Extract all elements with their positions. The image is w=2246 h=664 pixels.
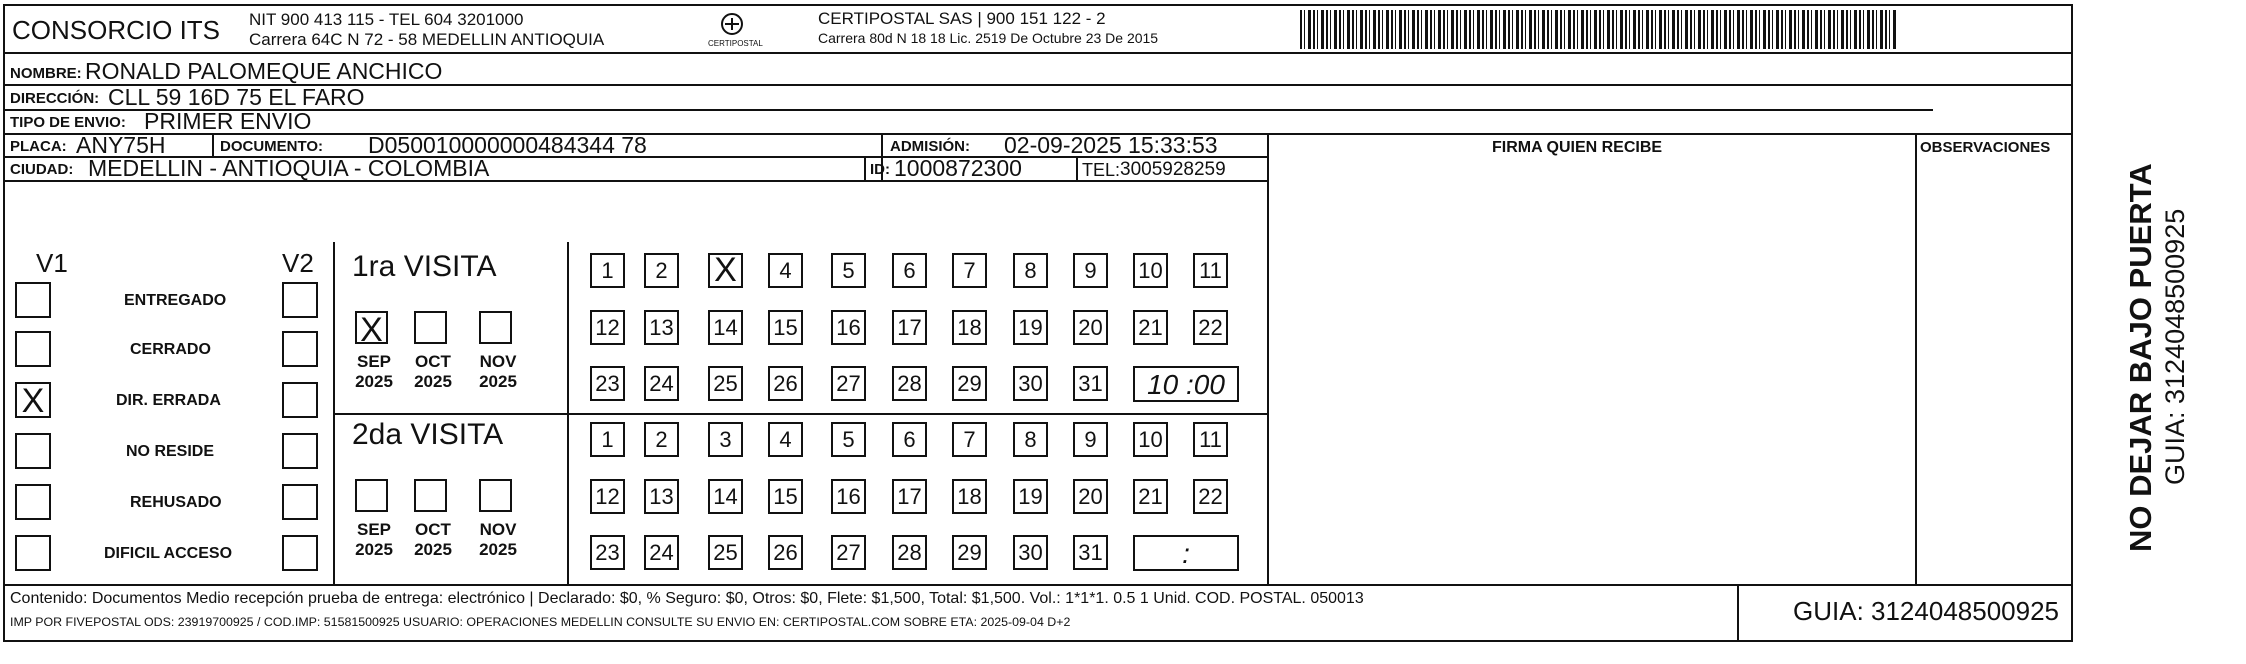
visit1-day-7[interactable]: 7	[952, 253, 987, 288]
visit2-day-25[interactable]: 25	[708, 535, 743, 570]
visit1-day-12[interactable]: 12	[590, 310, 625, 345]
visit1-day-31[interactable]: 31	[1073, 366, 1108, 401]
v2-checkbox-no-reside[interactable]	[282, 433, 318, 469]
visit2-month-oct-checkbox[interactable]	[414, 479, 447, 512]
visit1-day-24[interactable]: 24	[644, 366, 679, 401]
observaciones-header: OBSERVACIONES	[1920, 139, 2051, 156]
visit2-day-3[interactable]: 3	[708, 422, 743, 457]
certipostal-logo	[708, 10, 763, 52]
visit1-month-sep-year: 2025	[355, 372, 393, 391]
visit2-day-10[interactable]: 10	[1133, 422, 1168, 457]
visit1-day-16[interactable]: 16	[831, 310, 866, 345]
documento-value: D050010000000484344 78	[368, 132, 647, 158]
visit2-time-box[interactable]: :	[1133, 535, 1239, 571]
logo-text: CERTIPOSTAL	[708, 39, 763, 48]
visit2-day-14[interactable]: 14	[708, 479, 743, 514]
visit1-day-21[interactable]: 21	[1133, 310, 1168, 345]
visit1-day-23[interactable]: 23	[590, 366, 625, 401]
visit2-day-1[interactable]: 1	[590, 422, 625, 457]
visit2-day-16[interactable]: 16	[831, 479, 866, 514]
visit2-title: 2da VISITA	[352, 418, 504, 451]
v1-label: V1	[36, 248, 68, 278]
visit1-day-11[interactable]: 11	[1193, 253, 1228, 288]
tipo-envio-value: PRIMER ENVIO	[144, 108, 312, 134]
id-value: 1000872300	[894, 155, 1022, 181]
status-label-cerrado: CERRADO	[130, 341, 211, 358]
visit2-day-24[interactable]: 24	[644, 535, 679, 570]
visit2-day-21[interactable]: 21	[1133, 479, 1168, 514]
status-label-dificil-acceso: DIFICIL ACCESO	[104, 545, 233, 562]
tel-label: TEL:	[1082, 160, 1121, 180]
visit1-title: 1ra VISITA	[352, 250, 497, 283]
v1-checkbox-no-reside[interactable]	[15, 433, 51, 469]
visit1-day-8[interactable]: 8	[1013, 253, 1048, 288]
ciudad-label: CIUDAD:	[10, 161, 74, 178]
visit1-day-10[interactable]: 10	[1133, 253, 1168, 288]
v1-checkbox-dificil-acceso[interactable]	[15, 535, 51, 571]
visit2-day-7[interactable]: 7	[952, 422, 987, 457]
v1-checkbox-rehusado[interactable]	[15, 484, 51, 520]
visit2-day-12[interactable]: 12	[590, 479, 625, 514]
visit1-day-6[interactable]: 6	[892, 253, 927, 288]
visit2-month-nov-checkbox[interactable]	[479, 479, 512, 512]
visit2-day-15[interactable]: 15	[768, 479, 803, 514]
visit2-day-20[interactable]: 20	[1073, 479, 1108, 514]
visit2-day-13[interactable]: 13	[644, 479, 679, 514]
v2-checkbox-cerrado[interactable]	[282, 331, 318, 367]
ciudad-value: MEDELLIN - ANTIOQUIA - COLOMBIA	[88, 155, 490, 181]
visit1-day-19[interactable]: 19	[1013, 310, 1048, 345]
visit1-month-nov-label: NOV	[479, 352, 517, 371]
tipo-envio-label: TIPO DE ENVIO:	[10, 114, 126, 131]
visit1-day-27[interactable]: 27	[831, 366, 866, 401]
v2-label: V2	[282, 248, 314, 278]
visit2-day-29[interactable]: 29	[952, 535, 987, 570]
status-label-no-reside: NO RESIDE	[126, 443, 215, 460]
visit1-day-30[interactable]: 30	[1013, 366, 1048, 401]
visit2-month-oct-label: OCT	[415, 520, 451, 539]
v2-checkbox-dificil-acceso[interactable]	[282, 535, 318, 571]
visit2-day-11[interactable]: 11	[1193, 422, 1228, 457]
company-name: CONSORCIO ITS	[12, 15, 221, 45]
certipostal-line1: CERTIPOSTAL SAS | 900 151 122 - 2	[818, 9, 1106, 28]
visit1-month-oct-year: 2025	[414, 372, 452, 391]
v1-checkbox-entregado[interactable]	[15, 282, 51, 318]
footer-line1: Contenido: Documentos Medio recepción prueba de entrega: electrónico | Declarado: $0, % Seguro: $0, Otros: $0, Flete: $1,500, Total: $1,500. Vol.: 1*1*1. 0.5 1 Unid. COD. POSTAL. 050013	[10, 590, 1364, 607]
visit2-day-31[interactable]: 31	[1073, 535, 1108, 570]
visit1-day-20[interactable]: 20	[1073, 310, 1108, 345]
visit1-day-5[interactable]: 5	[831, 253, 866, 288]
visit2-day-18[interactable]: 18	[952, 479, 987, 514]
visit2-month-nov-year: 2025	[479, 540, 517, 559]
visit2-day-26[interactable]: 26	[768, 535, 803, 570]
footer-line2: IMP POR FIVEPOSTAL ODS: 23919700925 / COD.IMP: 51581500925 USUARIO: OPERACIONES MEDELLIN CONSULTE SU ENVIO EN: CERTIPOSTAL.COM SOBRE ETA: 2025-09-04 D+2	[10, 615, 1071, 629]
firma-header: FIRMA QUIEN RECIBE	[1492, 139, 1663, 156]
visit2-month-sep-year: 2025	[355, 540, 393, 559]
v2-checkbox-entregado[interactable]	[282, 282, 318, 318]
visit1-day-4[interactable]: 4	[768, 253, 803, 288]
visit2-day-9[interactable]: 9	[1073, 422, 1108, 457]
visit1-month-nov-year: 2025	[479, 372, 517, 391]
tel-value: 3005928259	[1120, 159, 1226, 180]
visit1-month-nov-checkbox[interactable]	[479, 311, 512, 344]
address-line: Carrera 64C N 72 - 58 MEDELLIN ANTIOQUIA	[249, 30, 605, 49]
v2-checkbox-rehusado[interactable]	[282, 484, 318, 520]
placa-label: PLACA:	[10, 138, 67, 155]
v1-checkbox-dir-errada[interactable]: X	[15, 382, 51, 418]
visit1-day-26[interactable]: 26	[768, 366, 803, 401]
certipostal-line2: Carrera 80d N 18 18 Lic. 2519 De Octubre 23 De 2015	[818, 30, 1159, 46]
header-barcode	[1300, 10, 1896, 49]
visit2-day-2[interactable]: 2	[644, 422, 679, 457]
visit1-day-15[interactable]: 15	[768, 310, 803, 345]
visit2-day-23[interactable]: 23	[590, 535, 625, 570]
visit2-month-sep-label: SEP	[356, 520, 392, 539]
footer-guia: GUIA: 3124048500925	[1793, 596, 2059, 626]
visit1-month-oct-checkbox[interactable]	[414, 311, 447, 344]
visit1-day-13[interactable]: 13	[644, 310, 679, 345]
no-dejar-bajo-puerta: NO DEJAR BAJO PUERTA	[2123, 163, 2158, 552]
visit2-day-28[interactable]: 28	[892, 535, 927, 570]
visit1-month-sep-checkbox[interactable]: X	[355, 311, 388, 344]
visit1-day-28[interactable]: 28	[892, 366, 927, 401]
v2-checkbox-dir-errada[interactable]	[282, 382, 318, 418]
status-label-rehusado: REHUSADO	[130, 494, 222, 511]
documento-label: DOCUMENTO:	[220, 138, 324, 155]
visit1-day-3[interactable]: X	[708, 253, 743, 288]
visit1-day-17[interactable]: 17	[892, 310, 927, 345]
visit2-day-19[interactable]: 19	[1013, 479, 1048, 514]
visit1-day-18[interactable]: 18	[952, 310, 987, 345]
visit1-day-29[interactable]: 29	[952, 366, 987, 401]
id-label: ID:	[870, 161, 890, 178]
nombre-value: RONALD PALOMEQUE ANCHICO	[85, 58, 443, 84]
visit2-day-22[interactable]: 22	[1193, 479, 1228, 514]
admision-value: 02-09-2025 15:33:53	[1004, 132, 1218, 158]
direccion-value: CLL 59 16D 75 EL FARO	[108, 84, 365, 110]
visit2-month-oct-year: 2025	[414, 540, 452, 559]
visit2-month-sep-checkbox[interactable]	[355, 479, 388, 512]
visit1-day-25[interactable]: 25	[708, 366, 743, 401]
status-label-dir-errada: DIR. ERRADA	[116, 392, 221, 409]
nombre-label: NOMBRE:	[10, 65, 82, 82]
visit1-month-sep-label: SEP	[356, 352, 392, 371]
visit2-day-6[interactable]: 6	[892, 422, 927, 457]
visit1-time-box[interactable]: 10 :00	[1133, 366, 1239, 402]
visit2-day-27[interactable]: 27	[831, 535, 866, 570]
visit1-day-1[interactable]: 1	[590, 253, 625, 288]
visit1-day-22[interactable]: 22	[1193, 310, 1228, 345]
status-label-entregado: ENTREGADO	[124, 292, 227, 309]
nit-line: NIT 900 413 115 - TEL 604 3201000	[249, 10, 524, 29]
visit1-day-9[interactable]: 9	[1073, 253, 1108, 288]
visit1-day-2[interactable]: 2	[644, 253, 679, 288]
visit2-day-17[interactable]: 17	[892, 479, 927, 514]
side-guia: GUIA: 3124048500925	[2160, 208, 2190, 485]
visit2-day-30[interactable]: 30	[1013, 535, 1048, 570]
placa-value: ANY75H	[76, 132, 166, 158]
visit2-month-nov-label: NOV	[479, 520, 517, 539]
visit2-day-4[interactable]: 4	[768, 422, 803, 457]
visit2-day-5[interactable]: 5	[831, 422, 866, 457]
direccion-label: DIRECCIÓN:	[10, 90, 100, 107]
v1-checkbox-cerrado[interactable]	[15, 331, 51, 367]
visit2-day-8[interactable]: 8	[1013, 422, 1048, 457]
visit1-month-oct-label: OCT	[415, 352, 451, 371]
visit1-day-14[interactable]: 14	[708, 310, 743, 345]
admision-label: ADMISIÓN:	[890, 138, 970, 155]
